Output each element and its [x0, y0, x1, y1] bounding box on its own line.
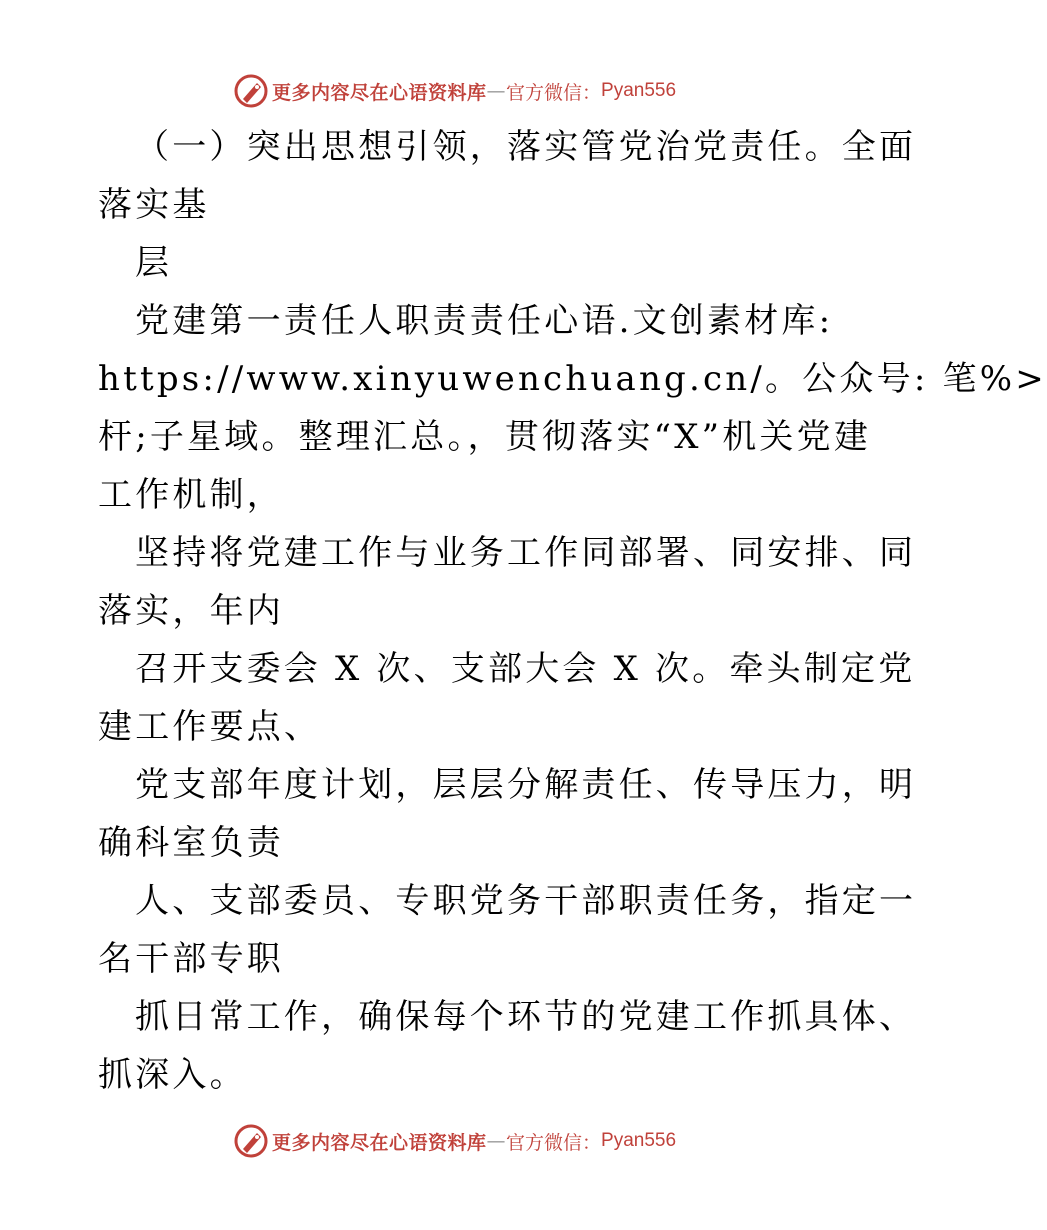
paragraph-line: （一）突出思想引领，落实管党治党责任。全面 — [135, 127, 917, 167]
banner-wechat-id: Pyan556 — [601, 80, 677, 101]
paragraph-line: 落实，年内 — [98, 591, 284, 631]
paragraph-line: 建工作要点、 — [98, 707, 322, 747]
banner-wechat-id: Pyan556 — [601, 1130, 677, 1151]
paragraph-line: 抓深入。 — [98, 1055, 247, 1095]
paragraph-line: 确科室负责 — [98, 823, 284, 863]
paragraph-line: 名干部专职 — [98, 939, 284, 979]
paragraph-line: 杆;子星域。整理汇总。，贯彻落实“X”机关党建 — [98, 417, 872, 457]
banner-title: 更多内容尽在心语资料库 — [272, 1131, 487, 1154]
paragraph-line: 工作机制， — [98, 475, 284, 515]
header-watermark-banner — [233, 71, 676, 111]
paragraph-line: 党支部年度计划，层层分解责任、传导压力，明 — [135, 765, 917, 805]
footer-watermark-banner — [233, 1121, 676, 1161]
pen-nib-logo-icon — [233, 73, 269, 109]
paragraph-line: 坚持将党建工作与业务工作同部署、同安排、同 — [135, 533, 917, 573]
url-line: https://www.xinyuwenchuang.cn/。公众号: 笔%> — [98, 359, 1047, 399]
document-body — [98, 118, 1047, 1104]
banner-title: 更多内容尽在心语资料库 — [272, 81, 487, 104]
banner-dash: — — [486, 80, 507, 102]
paragraph-line: 人、支部委员、专职党务干部职责任务，指定一 — [135, 881, 917, 921]
paragraph-line: 党建第一责任人职责责任心语.文创素材库: — [135, 301, 834, 341]
pen-nib-logo-icon — [233, 1123, 269, 1159]
paragraph-line: 落实基 — [98, 185, 210, 225]
banner-wechat-label: 官方微信： — [506, 81, 602, 104]
paragraph-line: 层 — [135, 243, 173, 283]
paragraph-line: 召开支委会 X 次、支部大会 X 次。牵头制定党 — [135, 649, 916, 689]
banner-dash: — — [486, 1130, 507, 1152]
paragraph-line: 抓日常工作，确保每个环节的党建工作抓具体、 — [135, 997, 917, 1037]
banner-wechat-label: 官方微信： — [506, 1131, 602, 1154]
